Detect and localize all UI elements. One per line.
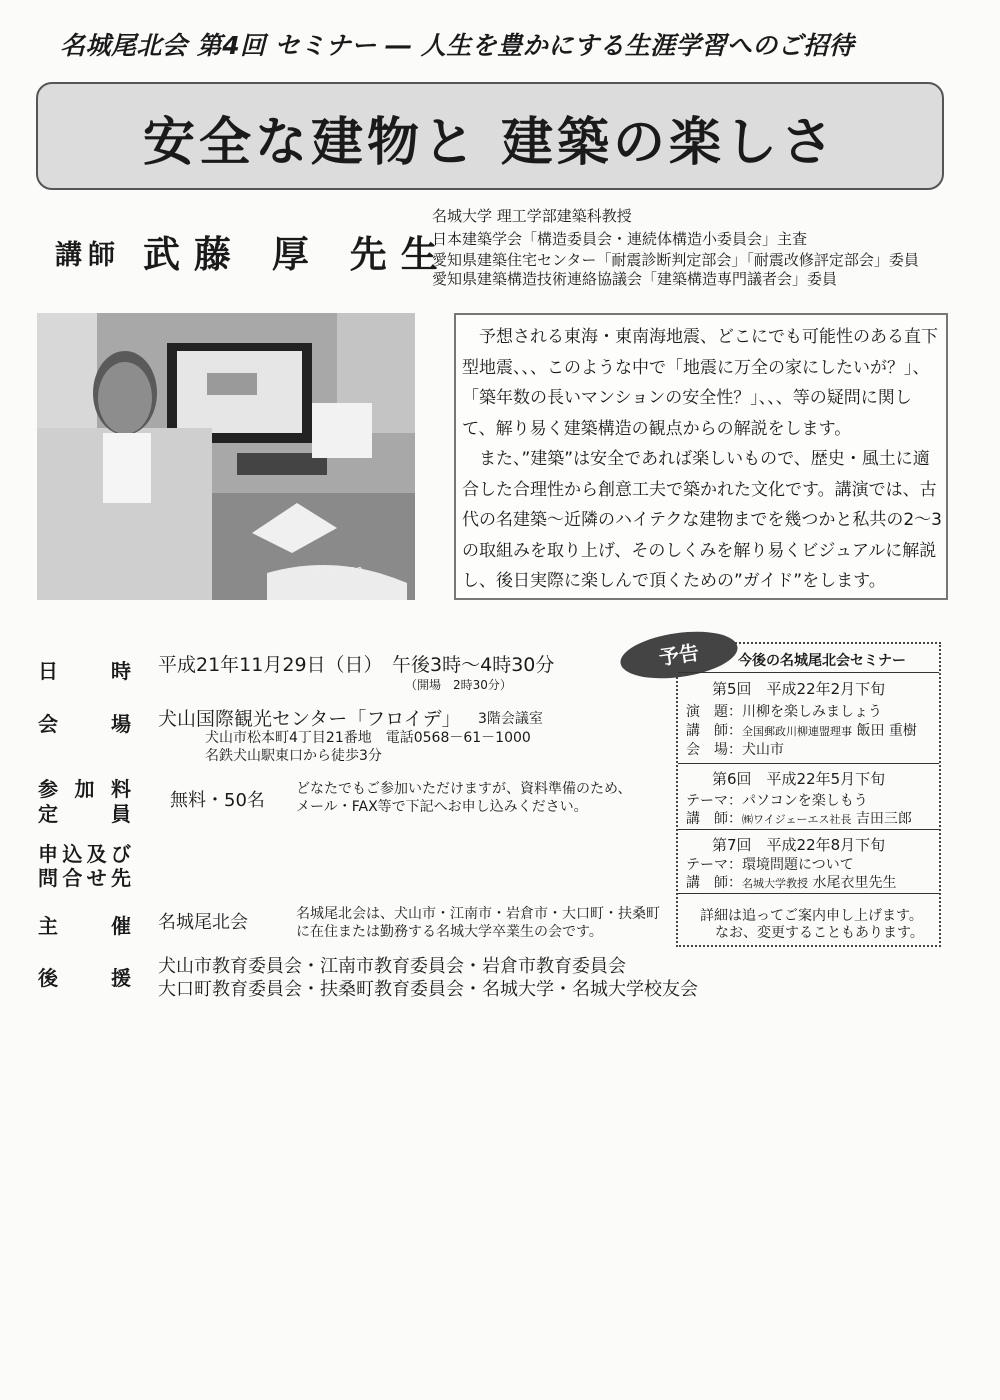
session-detail: 講 師：全国郵政川柳連盟理事 飯田 重樹 <box>686 723 917 739</box>
organizer-note-line: に在住または勤務する名城大学卒業生の会です。 <box>296 924 603 940</box>
doors-open-note: （開場 2時30分） <box>405 678 512 692</box>
notice-title: 今後の名城尾北会セミナー <box>738 653 906 669</box>
organizer-value: 名城尾北会 <box>158 912 248 933</box>
fee-value: 無料・50名 <box>170 790 265 811</box>
support-label: 後 援 <box>38 966 131 990</box>
session-detail: 講 師：㈱ワイジェーエス社長 吉田三郎 <box>686 811 912 827</box>
session-heading: 第6回 平成22年5月下旬 <box>712 770 886 788</box>
venue-label: 会 場 <box>38 712 131 736</box>
datetime-value: 平成21年11月29日（日） 午後3時～4時30分 <box>158 654 555 676</box>
venue-room: 3階会議室 <box>478 711 543 727</box>
notice-divider <box>678 829 939 830</box>
description-text <box>462 322 944 597</box>
capacity-label: 定 員 <box>38 802 131 826</box>
contact-label: 申 込 及 び <box>38 842 131 866</box>
datetime-label: 日 時 <box>38 659 131 683</box>
venue-address: 犬山市松本町4丁目21番地 電話0568－61－1000 <box>205 730 531 746</box>
notice-footer: なお、変更することもあります。 <box>715 925 924 941</box>
session-detail: 講 師：名城大学教授 水尾衣里先生 <box>686 875 897 891</box>
support-line: 大口町教育委員会・扶桑町教育委員会・名城大学・名城大学校友会 <box>158 979 698 1000</box>
photo-date-stamp: 2009 5 10 <box>307 565 363 578</box>
session-detail: 演 題：川柳を楽しみましょう <box>686 704 882 720</box>
contact-label: 問 合 せ 先 <box>38 866 131 890</box>
notice-badge: 予告 <box>618 625 741 685</box>
affiliation-line: 名城大学 理工学部建築科教授 <box>432 207 632 225</box>
venue-access: 名鉄犬山駅東口から徒歩3分 <box>205 748 382 764</box>
description-paragraph: また、”建築”は安全であれば楽しいもので、歴史・風土に適合した合理性から創意工夫で築かれた文化です。講演では、古代の名建築～近隣のハイテクな建物までを幾つかと私共の2～3の取組みを取り上げ、そのしくみを解り易くビジュアルに解説し、後日実際に楽しんで頂くための”ガイド”をします。 <box>462 449 942 591</box>
session-heading: 第5回 平成22年2月下旬 <box>712 680 886 698</box>
notice-divider <box>678 763 939 764</box>
venue-name: 犬山国際観光センター「フロイデ」 <box>158 708 461 730</box>
page-title: 安全な建物と 建築の楽しさ <box>142 113 838 173</box>
fee-note-line: どなたでもご参加いただけますが、資料準備のため、 <box>296 781 632 797</box>
affiliation-line: 愛知県建築住宅センター「耐震診断判定部会」「耐震改修評定部会」委員 <box>432 251 919 269</box>
session-detail: テーマ：パソコンを楽しもう <box>686 793 868 809</box>
seminar-header: 名城尾北会 第4回 セミナー ― 人生を豊かにする生涯学習へのご招待 <box>60 31 855 60</box>
support-line: 犬山市教育委員会・江南市教育委員会・岩倉市教育委員会 <box>158 956 626 977</box>
description-paragraph: 予想される東海・東南海地震、どこにでも可能性のある直下型地震、、、このような中で「地震に万全の家にしたいが？」、「築年数の長いマンションの安全性？」、、、等の疑問に関して、解り易く建築構造の観点からの解説をします。 <box>462 327 938 439</box>
lecturer-role-label: 講師 <box>55 240 121 271</box>
notice-divider <box>678 672 939 673</box>
notice-footer: 詳細は追ってご案内申し上げます。 <box>700 908 923 924</box>
fee-note-line: メール・FAX等で下記へお申し込みください。 <box>296 799 588 815</box>
organizer-note-line: 名城尾北会は、犬山市・江南市・岩倉市・大口町・扶桑町 <box>296 906 660 922</box>
organizer-label: 主 催 <box>38 914 131 938</box>
notice-divider <box>678 893 939 894</box>
lecturer-name: 武藤 厚 先生 <box>143 233 452 276</box>
lecturer-photo <box>37 313 415 600</box>
session-detail: 会 場：犬山市 <box>686 742 784 758</box>
affiliation-line: 日本建築学会「構造委員会・連続体構造小委員会」主査 <box>432 230 808 248</box>
affiliation-line: 愛知県建築構造技術連絡協議会「建築構造専門議者会」委員 <box>432 270 838 288</box>
session-detail: テーマ：環境問題について <box>686 857 854 873</box>
fee-label: 参 加 料 <box>38 777 131 801</box>
session-heading: 第7回 平成22年8月下旬 <box>712 836 886 854</box>
